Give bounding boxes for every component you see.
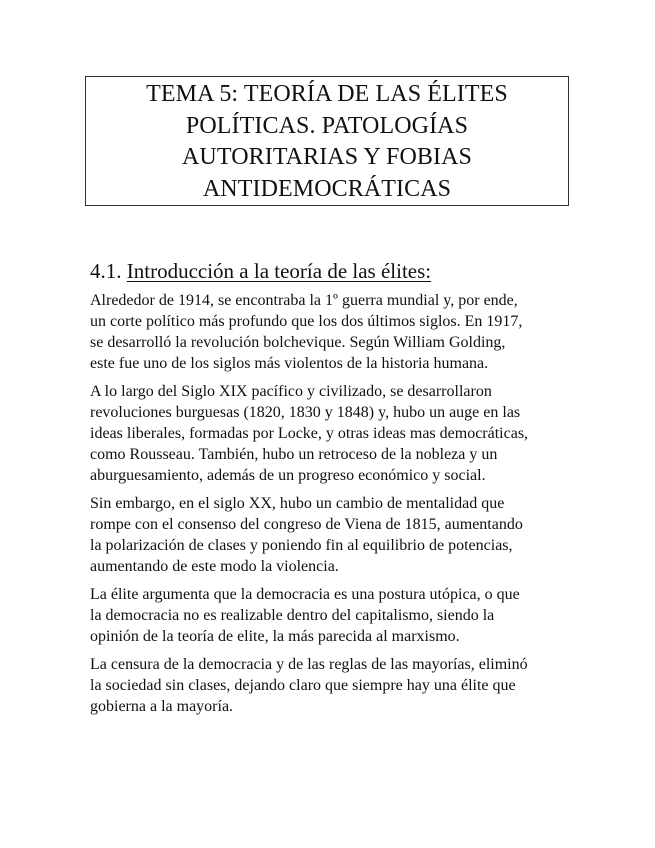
- paragraph: [90, 584, 570, 647]
- title-line: AUTORITARIAS Y FOBIAS: [182, 144, 472, 170]
- text-line: ideas liberales, formadas por Locke, y otras ideas mas democráticas,: [90, 425, 529, 442]
- text-line: Alrededor de 1914, se encontraba la 1º guerra mundial y, por ende,: [90, 292, 518, 309]
- text-line: la democracia no es realizable dentro del capitalismo, siendo la: [90, 607, 495, 624]
- title-box: [85, 76, 569, 206]
- text-line: Sin embargo, en el siglo XX, hubo un cambio de mentalidad que: [90, 495, 505, 512]
- text-line: un corte político más profundo que los dos últimos siglos. En 1917,: [90, 313, 523, 330]
- text-line: revoluciones burguesas (1820, 1830 y 1848) y, hubo un auge en las: [90, 404, 521, 421]
- text-line: La élite argumenta que la democracia es una postura utópica, o que: [90, 586, 520, 603]
- text-line: gobierna a la mayoría.: [90, 698, 234, 715]
- text-line: La censura de la democracia y de las reglas de las mayorías, eliminó: [90, 656, 528, 673]
- body-text: [90, 290, 570, 724]
- text-line: la sociedad sin clases, dejando claro que siempre hay una élite que: [90, 677, 516, 694]
- text-line: como Rousseau. También, hubo un retroceso de la nobleza y un: [90, 446, 498, 463]
- text-line: este fue uno de los siglos más violentos de la historia humana.: [90, 355, 489, 372]
- paragraph: [90, 493, 570, 577]
- paragraph: [90, 381, 570, 486]
- text-line: se desarrolló la revolución bolchevique. Según William Golding,: [90, 334, 506, 351]
- section-number: 4.1.: [90, 259, 122, 283]
- paragraph: [90, 290, 570, 374]
- text-line: opinión de la teoría de elite, la más parecida al marxismo.: [90, 628, 460, 645]
- text-line: la polarización de clases y poniendo fin al equilibrio de potencias,: [90, 537, 513, 554]
- text-line: rompe con el consenso del congreso de Viena de 1815, aumentando: [90, 516, 523, 533]
- title-line: TEMA 5: TEORÍA DE LAS ÉLITES: [146, 81, 508, 107]
- text-line: A lo largo del Siglo XIX pacífico y civilizado, se desarrollaron: [90, 383, 492, 400]
- text-line: aburguesamiento, además de un progreso económico y social.: [90, 467, 486, 484]
- section-title: Introducción a la teoría de las élites:: [126, 259, 432, 283]
- paragraph: [90, 654, 570, 717]
- title-line: ANTIDEMOCRÁTICAS: [202, 175, 452, 202]
- section-heading: [90, 257, 431, 285]
- text-line: aumentando de este modo la violencia.: [90, 558, 339, 575]
- title-line: POLÍTICAS. PATOLOGÍAS: [185, 112, 469, 139]
